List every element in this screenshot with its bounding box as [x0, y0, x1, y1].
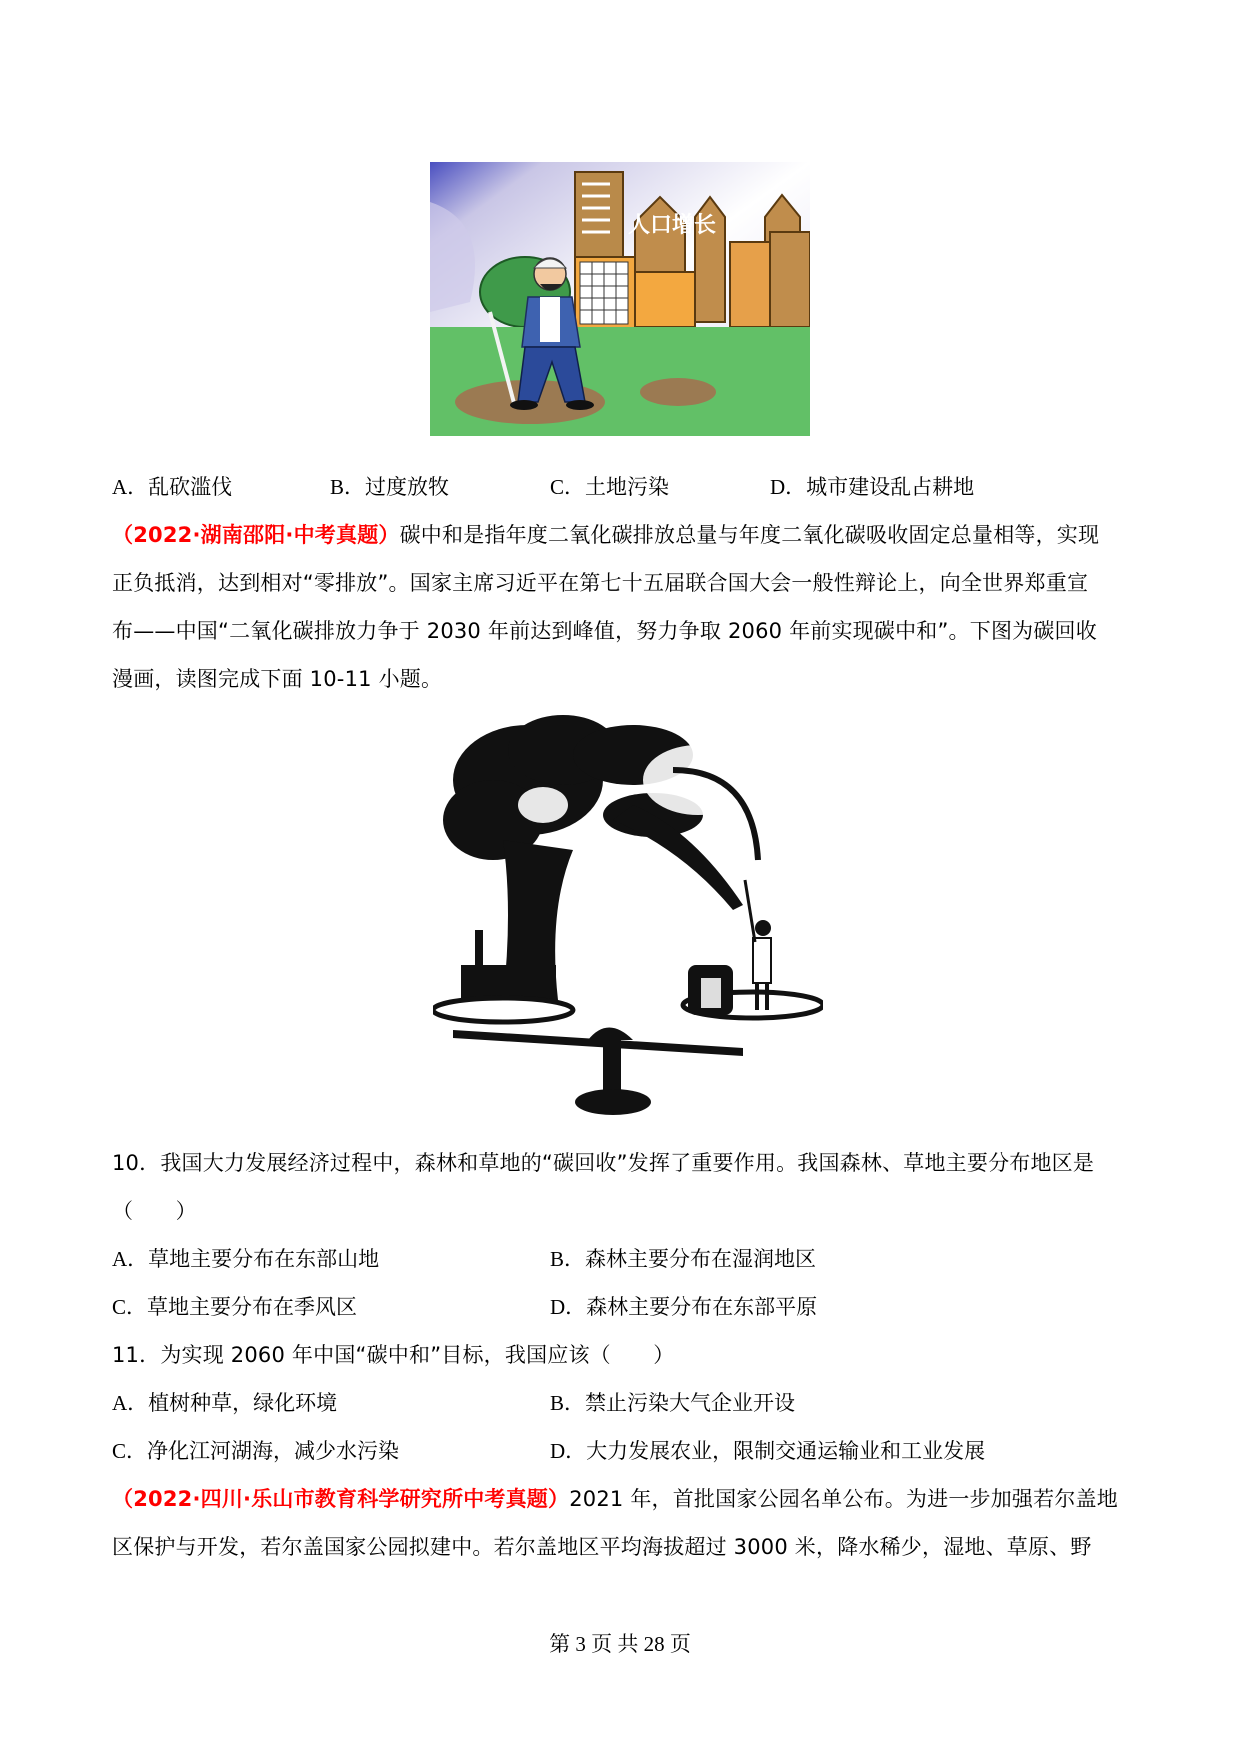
q11-option-d[interactable]: D．大力发展农业，限制交通运输业和工业发展	[550, 1439, 986, 1463]
q11-option-a[interactable]: A．植树种草，绿化环境	[112, 1391, 338, 1415]
passage-text: 2021 年，首批国家公园名单公布。为进一步加强若尔盖地	[569, 1487, 1118, 1511]
q11-option-c[interactable]: C．净化江河湖海，减少水污染	[112, 1439, 400, 1463]
option-a[interactable]: A．乱砍滥伐	[112, 475, 233, 499]
option-letter: B	[550, 1247, 565, 1271]
option-letter: A	[112, 1391, 128, 1415]
passage1-line-3: 布——中国“二氧化碳排放力争于 2030 年前达到峰值，努力争取 2060 年前实现碳中和”。下图为碳回收	[112, 619, 1097, 643]
source-tag: （2022·湖南邵阳·中考真题）	[112, 523, 400, 547]
option-letter: C	[112, 1295, 127, 1319]
option-letter: D	[770, 475, 786, 499]
q10-option-d[interactable]: D．森林主要分布在东部平原	[550, 1295, 818, 1319]
option-letter: C	[112, 1439, 127, 1463]
answer-bracket[interactable]: （ ）	[112, 1199, 197, 1223]
option-letter: A	[112, 475, 128, 499]
passage1-line-4: 漫画，读图完成下面 10-11 小题。	[112, 667, 443, 691]
source-tag: （2022·四川·乐山市教育科学研究所中考真题）	[112, 1487, 570, 1511]
question10-stem: 10．我国大力发展经济过程中，森林和草地的“碳回收”发挥了重要作用。我国森林、草地主要分布地区是	[112, 1151, 1095, 1175]
option-text: 乱砍滥伐	[148, 475, 233, 499]
option-text: 土地污染	[585, 475, 670, 499]
carbon-recycling-cartoon	[433, 710, 823, 1122]
option-text: 森林主要分布在湿润地区	[585, 1247, 817, 1271]
population-growth-cartoon	[430, 162, 810, 436]
page-footer: 第 3 页 共 28 页	[549, 1632, 691, 1656]
passage1-line-2: 正负抵消，达到相对“零排放”。国家主席习近平在第七十五届联合国大会一般性辩论上，向全世界郑重宣	[112, 571, 1089, 595]
option-b[interactable]: B．过度放牧	[330, 475, 450, 499]
cartoon-image-icon	[430, 162, 810, 436]
cartoon-image-icon	[433, 710, 823, 1122]
option-letter: D	[550, 1295, 566, 1319]
passage2-line-2: 区保护与开发，若尔盖国家公园拟建中。若尔盖地区平均海拔超过 3000 米，降水稀少，湿地、草原、野	[112, 1535, 1092, 1559]
q11-option-b[interactable]: B．禁止污染大气企业开设	[550, 1391, 796, 1415]
option-d[interactable]: D．城市建设乱占耕地	[770, 475, 975, 499]
option-text: 大力发展农业，限制交通运输业和工业发展	[586, 1439, 986, 1463]
option-text: 草地主要分布在季风区	[147, 1295, 358, 1319]
passage-text: 碳中和是指年度二氧化碳排放总量与年度二氧化碳吸收固定总量相等，实现	[399, 523, 1100, 547]
option-text: 过度放牧	[365, 475, 450, 499]
option-text: 森林主要分布在东部平原	[586, 1295, 818, 1319]
option-letter: B	[330, 475, 345, 499]
option-letter: D	[550, 1439, 566, 1463]
option-text: 净化江河湖海，减少水污染	[147, 1439, 400, 1463]
option-text: 植树种草，绿化环境	[148, 1391, 338, 1415]
passage1-line-1	[112, 521, 1099, 549]
q10-option-a[interactable]: A．草地主要分布在东部山地	[112, 1247, 380, 1271]
question11-stem: 11．为实现 2060 年中国“碳中和”目标，我国应该（ ）	[112, 1343, 675, 1367]
option-c[interactable]: C．土地污染	[550, 475, 670, 499]
svg-text:人口增长: 人口增长	[628, 213, 717, 238]
option-letter: A	[112, 1247, 128, 1271]
option-letter: C	[550, 475, 565, 499]
option-text: 禁止污染大气企业开设	[585, 1391, 796, 1415]
q10-option-b[interactable]: B．森林主要分布在湿润地区	[550, 1247, 817, 1271]
q10-option-c[interactable]: C．草地主要分布在季风区	[112, 1295, 358, 1319]
passage2-line-1	[112, 1485, 1118, 1513]
option-text: 草地主要分布在东部山地	[148, 1247, 380, 1271]
option-text: 城市建设乱占耕地	[806, 475, 975, 499]
option-letter: B	[550, 1391, 565, 1415]
